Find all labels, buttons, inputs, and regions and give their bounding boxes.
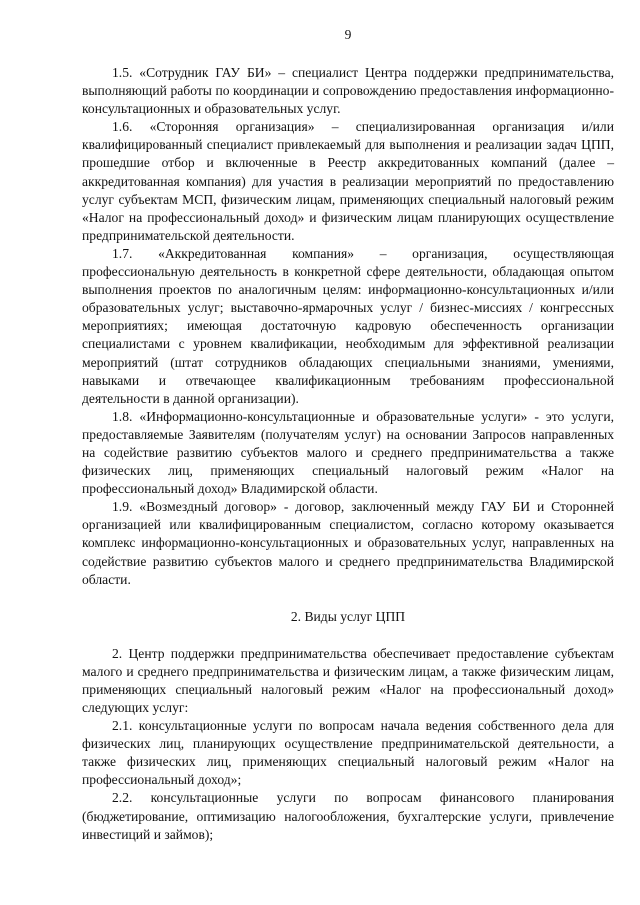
paragraph-2-1: 2.1. консультационные услуги по вопросам начала ведения собственного дела для физических лиц, планирующих осуществление предпринимательской деятельности, а также физических лиц, применяющих специальный налоговый режим «Налог на профессиональный доход»;: [82, 718, 614, 788]
section-2-heading: 2. Виды услуг ЦПП: [290, 608, 406, 624]
section-1-definitions: [82, 64, 614, 589]
paragraph-2: 2. Центр поддержки предпринимательства обеспечивает предоставление субъектам малого и среднего предпринимательства и физическим лицам, а также физическим лицам, применяющих специальный налоговый режим «Налог на профессиональный доход» следующих услуг:: [82, 645, 614, 715]
paragraph-1-7: 1.7. «Аккредитованная компания» – организация, осуществляющая профессиональную деятельность в конкретной сфере деятельности, обладающая опытом выполнения проектов по аналогичным целям: информационно-консультационных и/или образовательных услуг; выставочно-ярмарочных услуг / бизнес-миссиях / конгрессных мероприятиях; имеющая достаточную кадровую обеспеченность организации специалистами с уровнем квалификации, необходимым для эффективной реализации мероприятий (штат сотрудников обладающих специальными знаниями, умениями, навыками и отвечающее квалификационным требованиям профессиональной деятельности в данной организации).: [82, 245, 614, 406]
paragraph-1-5: 1.5. «Сотрудник ГАУ БИ» – специалист Центра поддержки предпринимательства, выполняющий работы по координации и сопровождению предоставления информационно-консультационных и образовательных услуг.: [82, 65, 614, 117]
document-page: [82, 26, 614, 844]
paragraph-1-9: 1.9. «Возмездный договор» - договор, заключенный между ГАУ БИ и Сторонней организацией или квалифицированным специалистом, согласно которому оказывается комплекс информационно-консультационных и образовательных услуг, направленных на содействие развитию субъектов малого и среднего предпринимательства Владимирской области.: [82, 499, 614, 587]
page-number: 9: [344, 27, 352, 42]
paragraph-1-8: 1.8. «Информационно-консультационные и образовательные услуги» - это услуги, предоставляемые Заявителям (получателям услуг) на основании Запросов направленных на содействие развитию субъектов малого и среднего предпринимательства а также физических лиц, применяющих специальный налоговый режим «Налог на профессиональный доход» Владимирской области.: [82, 408, 614, 497]
paragraph-2-2: 2.2. консультационные услуги по вопросам финансового планирования (бюджетирование, оптимизацию налогообложения, бухгалтерские услуги, привлечение инвестиций и займов);: [82, 790, 614, 842]
paragraph-1-6: 1.6. «Сторонняя организация» – специализированная организация и/или квалифицированный специалист привлекаемый для выполнения и реализации задач ЦПП, прошедшие отбор и включенные в Реестр аккредитованных компаний (далее – аккредитованная компания) для участия в реализации мероприятий по предоставлению услуг субъектам МСП, физическим лицам, применяющих специальный налоговый режим «Налог на профессиональный доход» и физическим лицам планирующих осуществление предпринимательской деятельности.: [82, 119, 614, 243]
section-2-services: [82, 645, 614, 844]
